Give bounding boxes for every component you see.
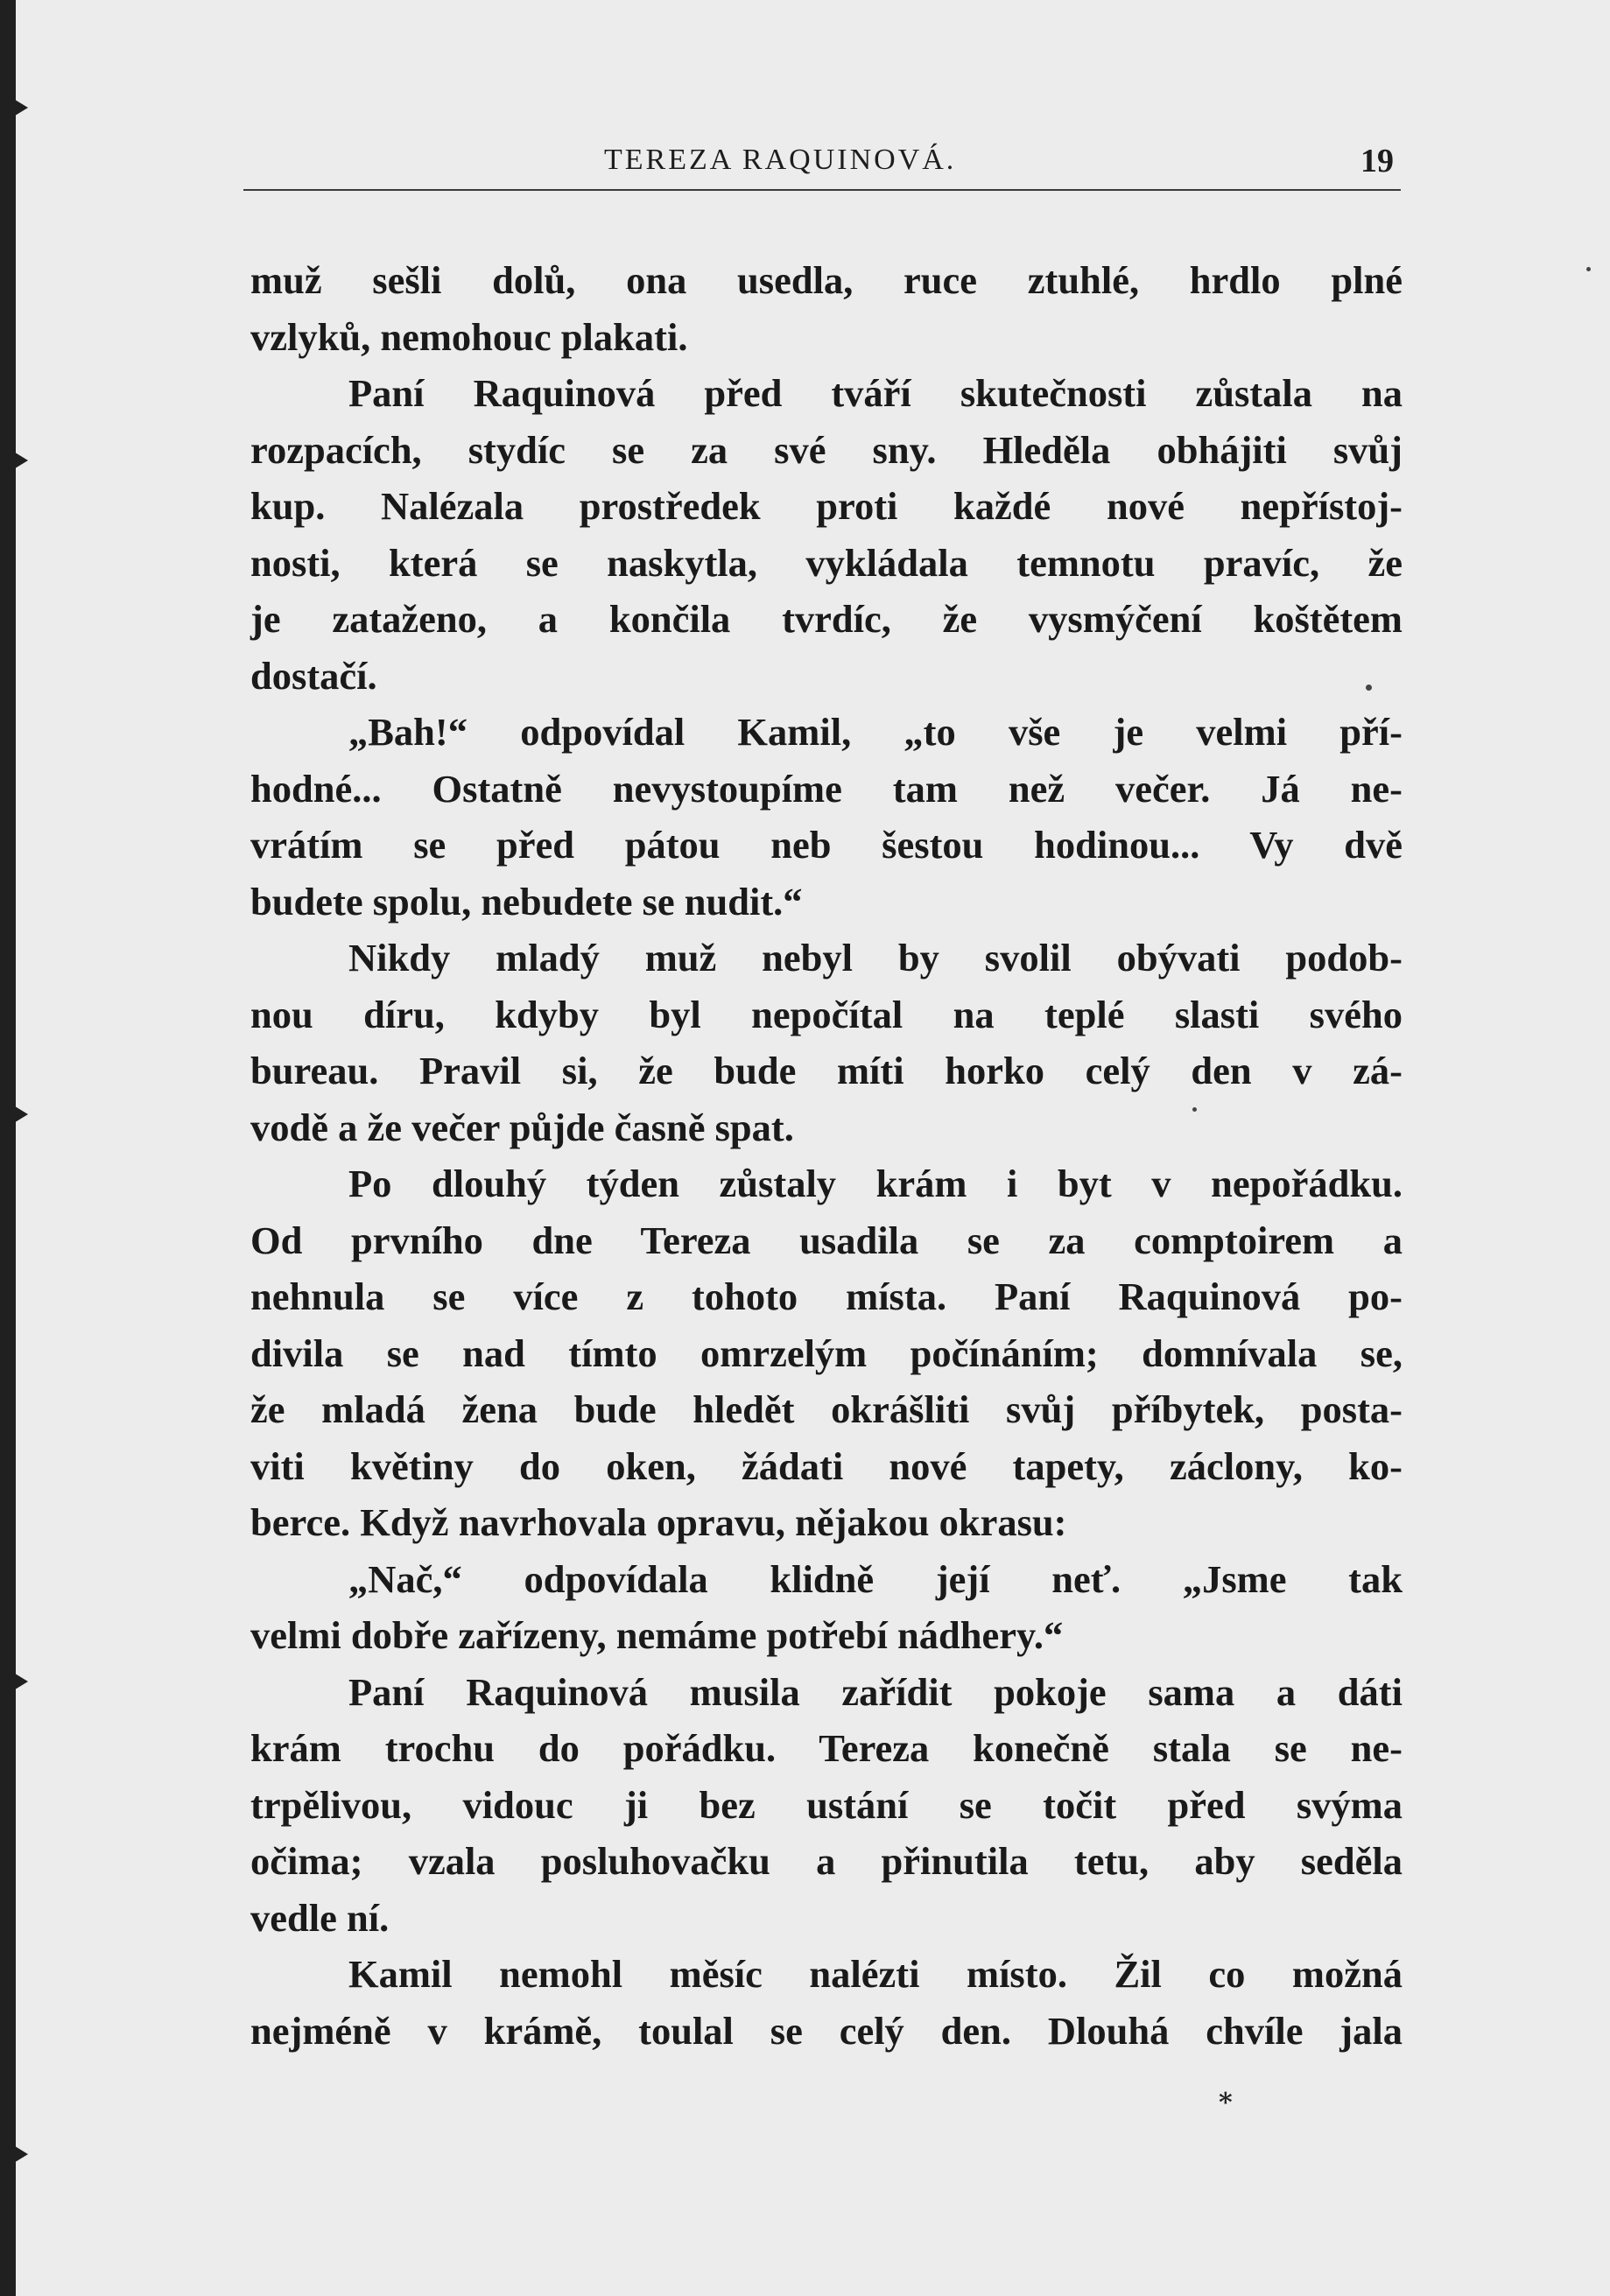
text-line: Nikdy mladý muž nebyl by svolil obývati podob- — [348, 936, 1403, 979]
text-line: Paní Raquinová před tváří skutečnosti zůstala na — [348, 371, 1403, 415]
text-line: trpělivou, vidouc ji bez ustání se točit před svýma — [250, 1782, 1403, 1827]
paragraph — [250, 1551, 1403, 1664]
text-line: Po dlouhý týden zůstaly krám i byt v nepořádku. — [348, 1162, 1403, 1205]
body-text — [250, 252, 1403, 2059]
paragraph — [250, 252, 1403, 365]
text-line: vedle ní. — [250, 1895, 390, 1940]
text-line: divila se nad tímto omrzelým počínáním; domnívala se, — [250, 1331, 1403, 1375]
text-line: velmi dobře zařízeny, nemáme potřebí nádhery.“ — [250, 1613, 1064, 1657]
text-line: Paní Raquinová musila zařídit pokoje sama a dáti — [348, 1669, 1403, 1714]
binding-tab — [12, 1105, 28, 1124]
paragraph — [250, 1946, 1403, 2059]
text-line: bureau. Pravil si, že bude míti horko celý den v zá- — [250, 1049, 1403, 1092]
text-line: že mladá žena bude hledět okrášliti svůj příbytek, posta- — [250, 1387, 1403, 1431]
signature-mark: * — [1219, 2088, 1233, 2118]
binding-edge — [0, 0, 16, 2296]
ink-speck — [1366, 685, 1372, 691]
binding-tab — [12, 1672, 28, 1691]
text-line: vrátím se před pátou neb šestou hodinou... Vy dvě — [250, 823, 1403, 867]
text-line: rozpacích, stydíc se za své sny. Hleděla obhájiti svůj — [250, 427, 1403, 472]
text-line: vzlyků, nemohouc plakati. — [250, 314, 688, 359]
text-line: je zataženo, a končila tvrdíc, že vysmýčení koštětem — [250, 597, 1403, 641]
text-line: nou díru, kdyby byl nepočítal na teplé slasti svého — [250, 992, 1403, 1036]
text-line: nehnula se více z tohoto místa. Paní Raquinová po- — [250, 1274, 1403, 1318]
text-line: „Nač,“ odpovídala klidně její neť. „Jsme tak — [348, 1556, 1403, 1601]
text-line: budete spolu, nebudete se nudit.“ — [250, 879, 803, 923]
running-title: TEREZA RAQUINOVÁ. — [604, 144, 957, 176]
text-line: hodné... Ostatně nevystoupíme tam než večer. Já ne- — [250, 766, 1403, 811]
paragraph — [250, 1664, 1403, 1947]
paragraph — [250, 1155, 1403, 1551]
binding-tab — [12, 2145, 28, 2164]
text-line: viti květiny do oken, žádati nové tapety, záclony, ko- — [250, 1443, 1403, 1488]
text-line: „Bah!“ odpovídal Kamil, „to vše je velmi pří- — [348, 710, 1403, 754]
text-line: kup. Nalézala prostředek proti každé nové nepřístoj- — [250, 484, 1403, 528]
binding-tab — [12, 98, 28, 117]
text-line: muž sešli dolů, ona usedla, ruce ztuhlé, hrdlo plné — [250, 258, 1403, 302]
binding-tab — [12, 451, 28, 470]
ink-speck — [1192, 1107, 1197, 1112]
text-line: očima; vzala posluhovačku a přinutila tetu, aby seděla — [250, 1839, 1403, 1883]
running-head — [243, 140, 1401, 191]
text-line: dostačí. — [250, 653, 377, 698]
text-line: krám trochu do pořádku. Tereza konečně stala se ne- — [250, 1726, 1403, 1770]
paragraph — [250, 930, 1403, 1155]
text-line: Kamil nemohl měsíc nalézti místo. Žil co možná — [348, 1952, 1403, 1996]
paragraph — [250, 704, 1403, 930]
text-line: nosti, která se naskytla, vykládala temnotu pravíc, že — [250, 540, 1403, 585]
ink-speck — [1586, 267, 1591, 271]
text-line: nejméně v krámě, toulal se celý den. Dlouhá chvíle jala — [250, 2008, 1403, 2053]
page-number: 19 — [1360, 143, 1394, 179]
text-line: vodě a že večer půjde časně spat. — [250, 1105, 794, 1149]
paragraph — [250, 365, 1403, 704]
text-line: berce. Když navrhovala opravu, nějakou okrasu: — [250, 1500, 1067, 1544]
text-line: Od prvního dne Tereza usadila se za comptoirem a — [250, 1218, 1403, 1262]
